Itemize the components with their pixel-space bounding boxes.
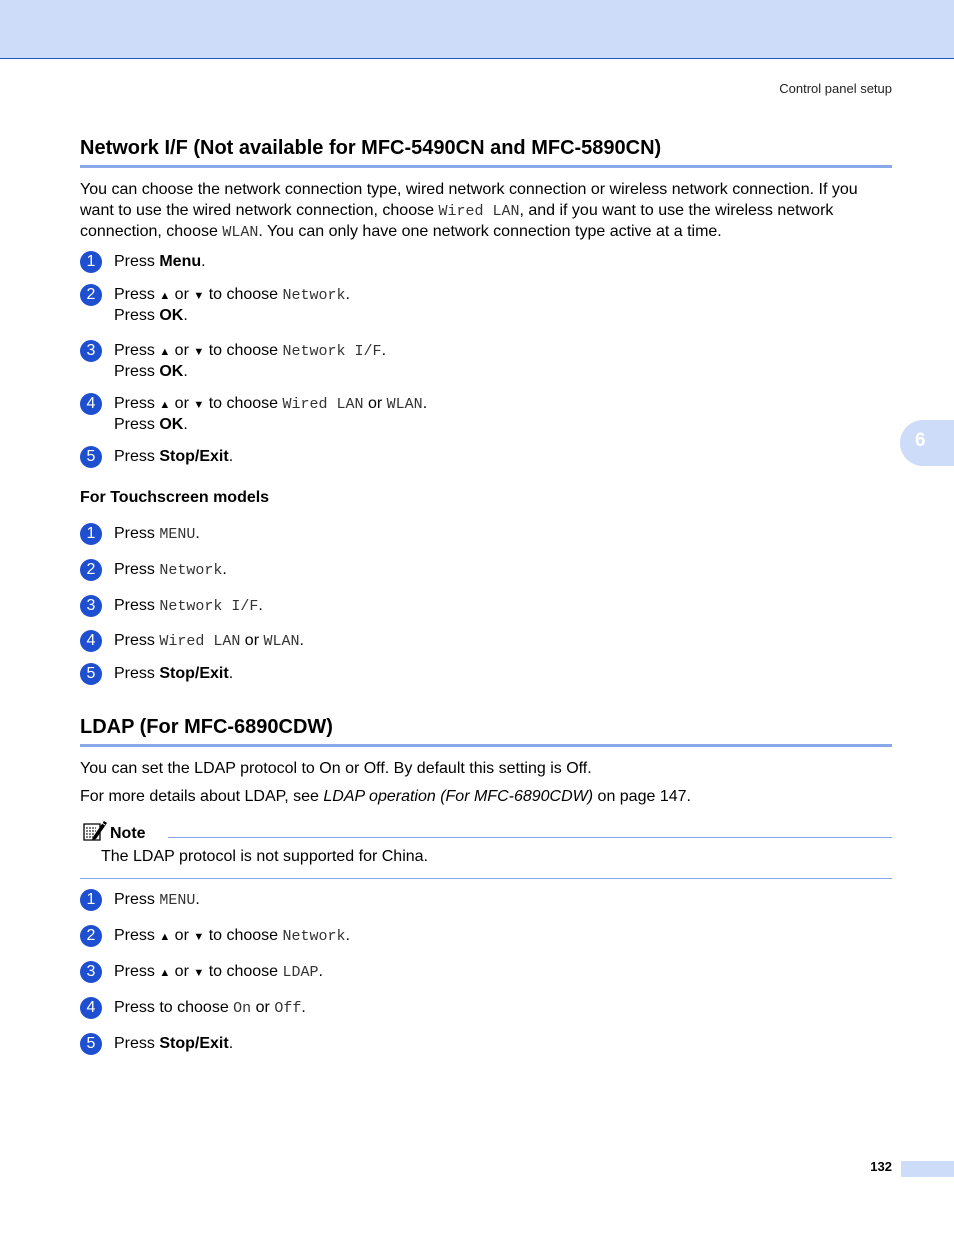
down-arrow-icon: ▼ [193, 346, 205, 358]
step-text: Press ▲ or ▼ to choose Network I/F. Press OK. [114, 342, 387, 380]
chapter-tab [900, 420, 954, 466]
ldap-reference-link: LDAP operation (For MFC-6890CDW) [323, 788, 594, 805]
step-number-icon: 2 [80, 559, 102, 581]
step-number-icon: 3 [80, 595, 102, 617]
step-number-icon: 5 [80, 663, 102, 685]
page-number: 132 [870, 1159, 892, 1174]
page-number-bar [901, 1161, 954, 1177]
note-box [80, 818, 892, 879]
step-text: Press ▲ or ▼ to choose Network. [114, 927, 350, 945]
touchscreen-heading: For Touchscreen models [80, 489, 270, 506]
ldap-para-1-block [80, 759, 892, 780]
step-text: Press ▲ or ▼ to choose Wired LAN or WLAN. Press OK. [114, 395, 428, 433]
step-text: Press ▲ or ▼ to choose LDAP. [114, 963, 323, 981]
chapter-number: 6 [915, 430, 926, 451]
step-number-icon: 4 [80, 997, 102, 1019]
step-number-icon: 1 [80, 889, 102, 911]
step-number-icon: 5 [80, 1033, 102, 1055]
intro-text-1: You can choose the network connection type, wired network connection or wireless network connection. If you want to use the wired network connection, choose [80, 181, 858, 219]
step-number-icon: 1 [80, 251, 102, 273]
intro-text-3: . You can only have one network connection type active at a time. [258, 223, 722, 240]
step-text: Press Menu. [114, 253, 206, 270]
up-arrow-icon: ▲ [159, 967, 171, 979]
up-arrow-icon: ▲ [159, 931, 171, 943]
down-arrow-icon: ▼ [193, 290, 205, 302]
step-number-icon: 5 [80, 446, 102, 468]
up-arrow-icon: ▲ [159, 346, 171, 358]
step-text: Press to choose On or Off. [114, 999, 306, 1017]
note-text: The LDAP protocol is not supported for China. [101, 848, 428, 865]
section-intro [80, 180, 892, 244]
section-title: Network I/F (Not available for MFC-5490CN and MFC-5890CN) [80, 137, 892, 168]
step-number-icon: 2 [80, 925, 102, 947]
ldap-para-2-block [80, 787, 892, 808]
step-text: Press Stop/Exit. [114, 448, 234, 465]
intro-paragraph [80, 180, 892, 244]
step-text: Press ▲ or ▼ to choose Network. Press OK. [114, 286, 350, 324]
step-text: Press Stop/Exit. [114, 665, 234, 682]
header-band [0, 0, 954, 59]
down-arrow-icon: ▼ [193, 967, 205, 979]
step-number-icon: 1 [80, 523, 102, 545]
touchscreen-heading-block [80, 489, 892, 507]
step-text: Press Stop/Exit. [114, 1035, 234, 1052]
step-text: Press Network I/F. [114, 597, 263, 615]
step-number-icon: 2 [80, 284, 102, 306]
step-number-icon: 4 [80, 393, 102, 415]
intro-text-2: , and if you want to use the wireless network connection, choose [80, 201, 834, 240]
intro-code-2: WLAN [222, 224, 259, 241]
step-number-icon: 4 [80, 630, 102, 652]
step-text: Press Network. [114, 561, 227, 579]
ldap-paragraph-1: You can set the LDAP protocol to On or Off. By default this setting is Off. [80, 760, 592, 777]
down-arrow-icon: ▼ [193, 931, 205, 943]
up-arrow-icon: ▲ [159, 290, 171, 302]
section-ldap [80, 716, 892, 747]
running-header: Control panel setup [779, 81, 892, 96]
intro-code-1: Wired LAN [438, 202, 520, 220]
section-title: LDAP (For MFC-6890CDW) [80, 716, 892, 747]
note-title: Note [110, 825, 146, 842]
step-text: Press MENU. [114, 525, 200, 543]
section-network-if [80, 137, 892, 168]
step-number-icon: 3 [80, 340, 102, 362]
step-text: Press MENU. [114, 891, 200, 909]
step-number-icon: 3 [80, 961, 102, 983]
note-divider [168, 837, 892, 838]
note-pencil-icon [82, 818, 108, 842]
step-text: Press Wired LAN or WLAN. [114, 632, 304, 650]
down-arrow-icon: ▼ [193, 399, 205, 411]
up-arrow-icon: ▲ [159, 399, 171, 411]
ldap-paragraph-2: For more details about LDAP, see LDAP operation (For MFC-6890CDW) on page 147. [80, 788, 691, 805]
